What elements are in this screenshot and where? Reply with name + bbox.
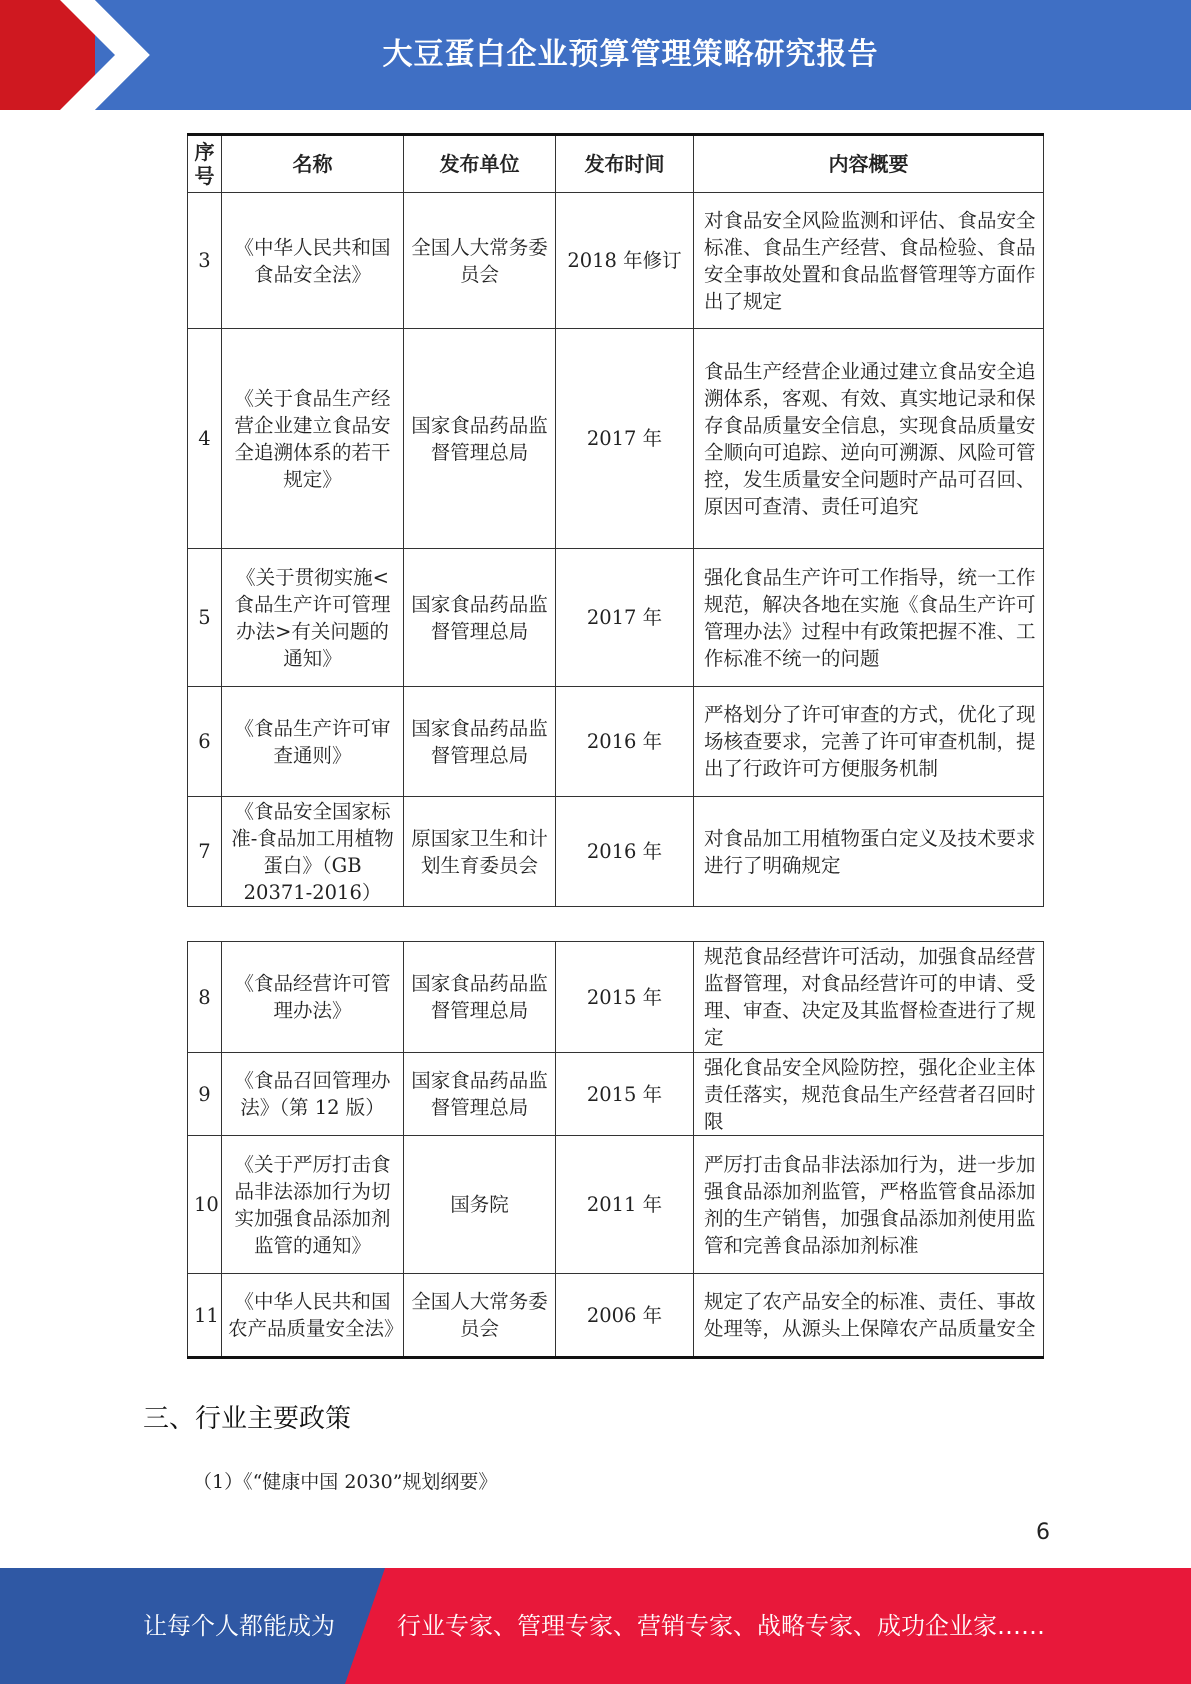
row-unit: 国务院	[404, 1136, 556, 1274]
row-unit: 全国人大常务委员会	[404, 193, 556, 329]
header-summary: 内容概要	[694, 135, 1044, 193]
table-row	[188, 1053, 1044, 1136]
row-no: 5	[188, 549, 222, 687]
chevron-icon	[0, 0, 160, 110]
table-row	[188, 1136, 1044, 1274]
policy-table-part1	[187, 133, 1044, 907]
section-heading: 三、行业主要政策	[143, 1404, 352, 1434]
footer-slogan-right: 行业专家、管理专家、营销专家、战略专家、成功企业家……	[397, 1612, 1045, 1640]
header-date: 发布时间	[556, 135, 694, 193]
header-unit: 发布单位	[404, 135, 556, 193]
row-date: 2011 年	[556, 1136, 694, 1274]
row-no: 9	[188, 1053, 222, 1136]
section-subitem: （1）《“健康中国 2030”规划纲要》	[193, 1471, 498, 1493]
page-number: 6	[1036, 1520, 1050, 1545]
row-no: 11	[188, 1274, 222, 1358]
row-date: 2016 年	[556, 797, 694, 907]
row-unit: 国家食品药品监督管理总局	[404, 687, 556, 797]
row-date: 2016 年	[556, 687, 694, 797]
row-summary: 对食品安全风险监测和评估、食品安全标准、食品生产经营、食品检验、食品安全事故处置和食品监督管理等方面作出了规定	[694, 193, 1044, 329]
row-unit: 国家食品药品监督管理总局	[404, 329, 556, 549]
row-date: 2006 年	[556, 1274, 694, 1358]
row-unit: 国家食品药品监督管理总局	[404, 549, 556, 687]
row-summary: 规范食品经营许可活动，加强食品经营监督管理，对食品经营许可的申请、受理、审查、决定及其监督检查进行了规定	[694, 942, 1044, 1053]
table-header-row	[188, 135, 1044, 193]
footer-slogan-left: 让每个人都能成为	[143, 1612, 335, 1640]
row-date: 2015 年	[556, 1053, 694, 1136]
row-summary: 规定了农产品安全的标准、责任、事故处理等，从源头上保障农产品质量安全	[694, 1274, 1044, 1358]
report-title: 大豆蛋白企业预算管理策略研究报告	[382, 37, 879, 72]
table-row	[188, 549, 1044, 687]
page-header	[0, 0, 1191, 110]
row-summary: 严厉打击食品非法添加行为，进一步加强食品添加剂监管，严格监管食品添加剂的生产销售，加强食品添加剂使用监管和完善食品添加剂标准	[694, 1136, 1044, 1274]
row-summary: 强化食品安全风险防控，强化企业主体责任落实，规范食品生产经营者召回时限	[694, 1053, 1044, 1136]
row-name: 《食品安全国家标准-食品加工用植物蛋白》（GB 20371-2016）	[222, 797, 404, 907]
row-no: 4	[188, 329, 222, 549]
row-unit: 原国家卫生和计划生育委员会	[404, 797, 556, 907]
row-no: 8	[188, 942, 222, 1053]
row-unit: 全国人大常务委员会	[404, 1274, 556, 1358]
row-name: 《关于食品生产经营企业建立食品安全追溯体系的若干规定》	[222, 329, 404, 549]
row-date: 2017 年	[556, 329, 694, 549]
row-name: 《食品生产许可审查通则》	[222, 687, 404, 797]
row-name: 《食品经营许可管理办法》	[222, 942, 404, 1053]
table-row	[188, 687, 1044, 797]
table-row	[188, 329, 1044, 549]
header-name: 名称	[222, 135, 404, 193]
row-no: 3	[188, 193, 222, 329]
policy-table-part2	[187, 941, 1044, 1359]
row-summary: 强化食品生产许可工作指导，统一工作规范，解决各地在实施《食品生产许可管理办法》过程中有政策把握不准、工作标准不统一的问题	[694, 549, 1044, 687]
table-row	[188, 1274, 1044, 1358]
row-date: 2018 年修订	[556, 193, 694, 329]
row-no: 6	[188, 687, 222, 797]
row-no: 10	[188, 1136, 222, 1274]
row-name: 《关于严厉打击食品非法添加行为切实加强食品添加剂监管的通知》	[222, 1136, 404, 1274]
row-unit: 国家食品药品监督管理总局	[404, 1053, 556, 1136]
row-summary: 食品生产经营企业通过建立食品安全追溯体系，客观、有效、真实地记录和保存食品质量安全信息，实现食品质量安全顺向可追踪、逆向可溯源、风险可管控，发生质量安全问题时产品可召回、原因可查清、责任可追究	[694, 329, 1044, 549]
row-summary: 对食品加工用植物蛋白定义及技术要求进行了明确规定	[694, 797, 1044, 907]
page-footer	[0, 1568, 1191, 1684]
row-summary: 严格划分了许可审查的方式，优化了现场核查要求，完善了许可审查机制，提出了行政许可方便服务机制	[694, 687, 1044, 797]
header-no: 序号	[188, 135, 222, 193]
row-name: 《食品召回管理办法》（第 12 版）	[222, 1053, 404, 1136]
row-date: 2015 年	[556, 942, 694, 1053]
row-name: 《中华人民共和国农产品质量安全法》	[222, 1274, 404, 1358]
row-no: 7	[188, 797, 222, 907]
table-row	[188, 193, 1044, 329]
table-row	[188, 797, 1044, 907]
row-name: 《中华人民共和国食品安全法》	[222, 193, 404, 329]
table-row	[188, 942, 1044, 1053]
row-date: 2017 年	[556, 549, 694, 687]
row-name: 《关于贯彻实施<食品生产许可管理办法>有关问题的通知》	[222, 549, 404, 687]
row-unit: 国家食品药品监督管理总局	[404, 942, 556, 1053]
